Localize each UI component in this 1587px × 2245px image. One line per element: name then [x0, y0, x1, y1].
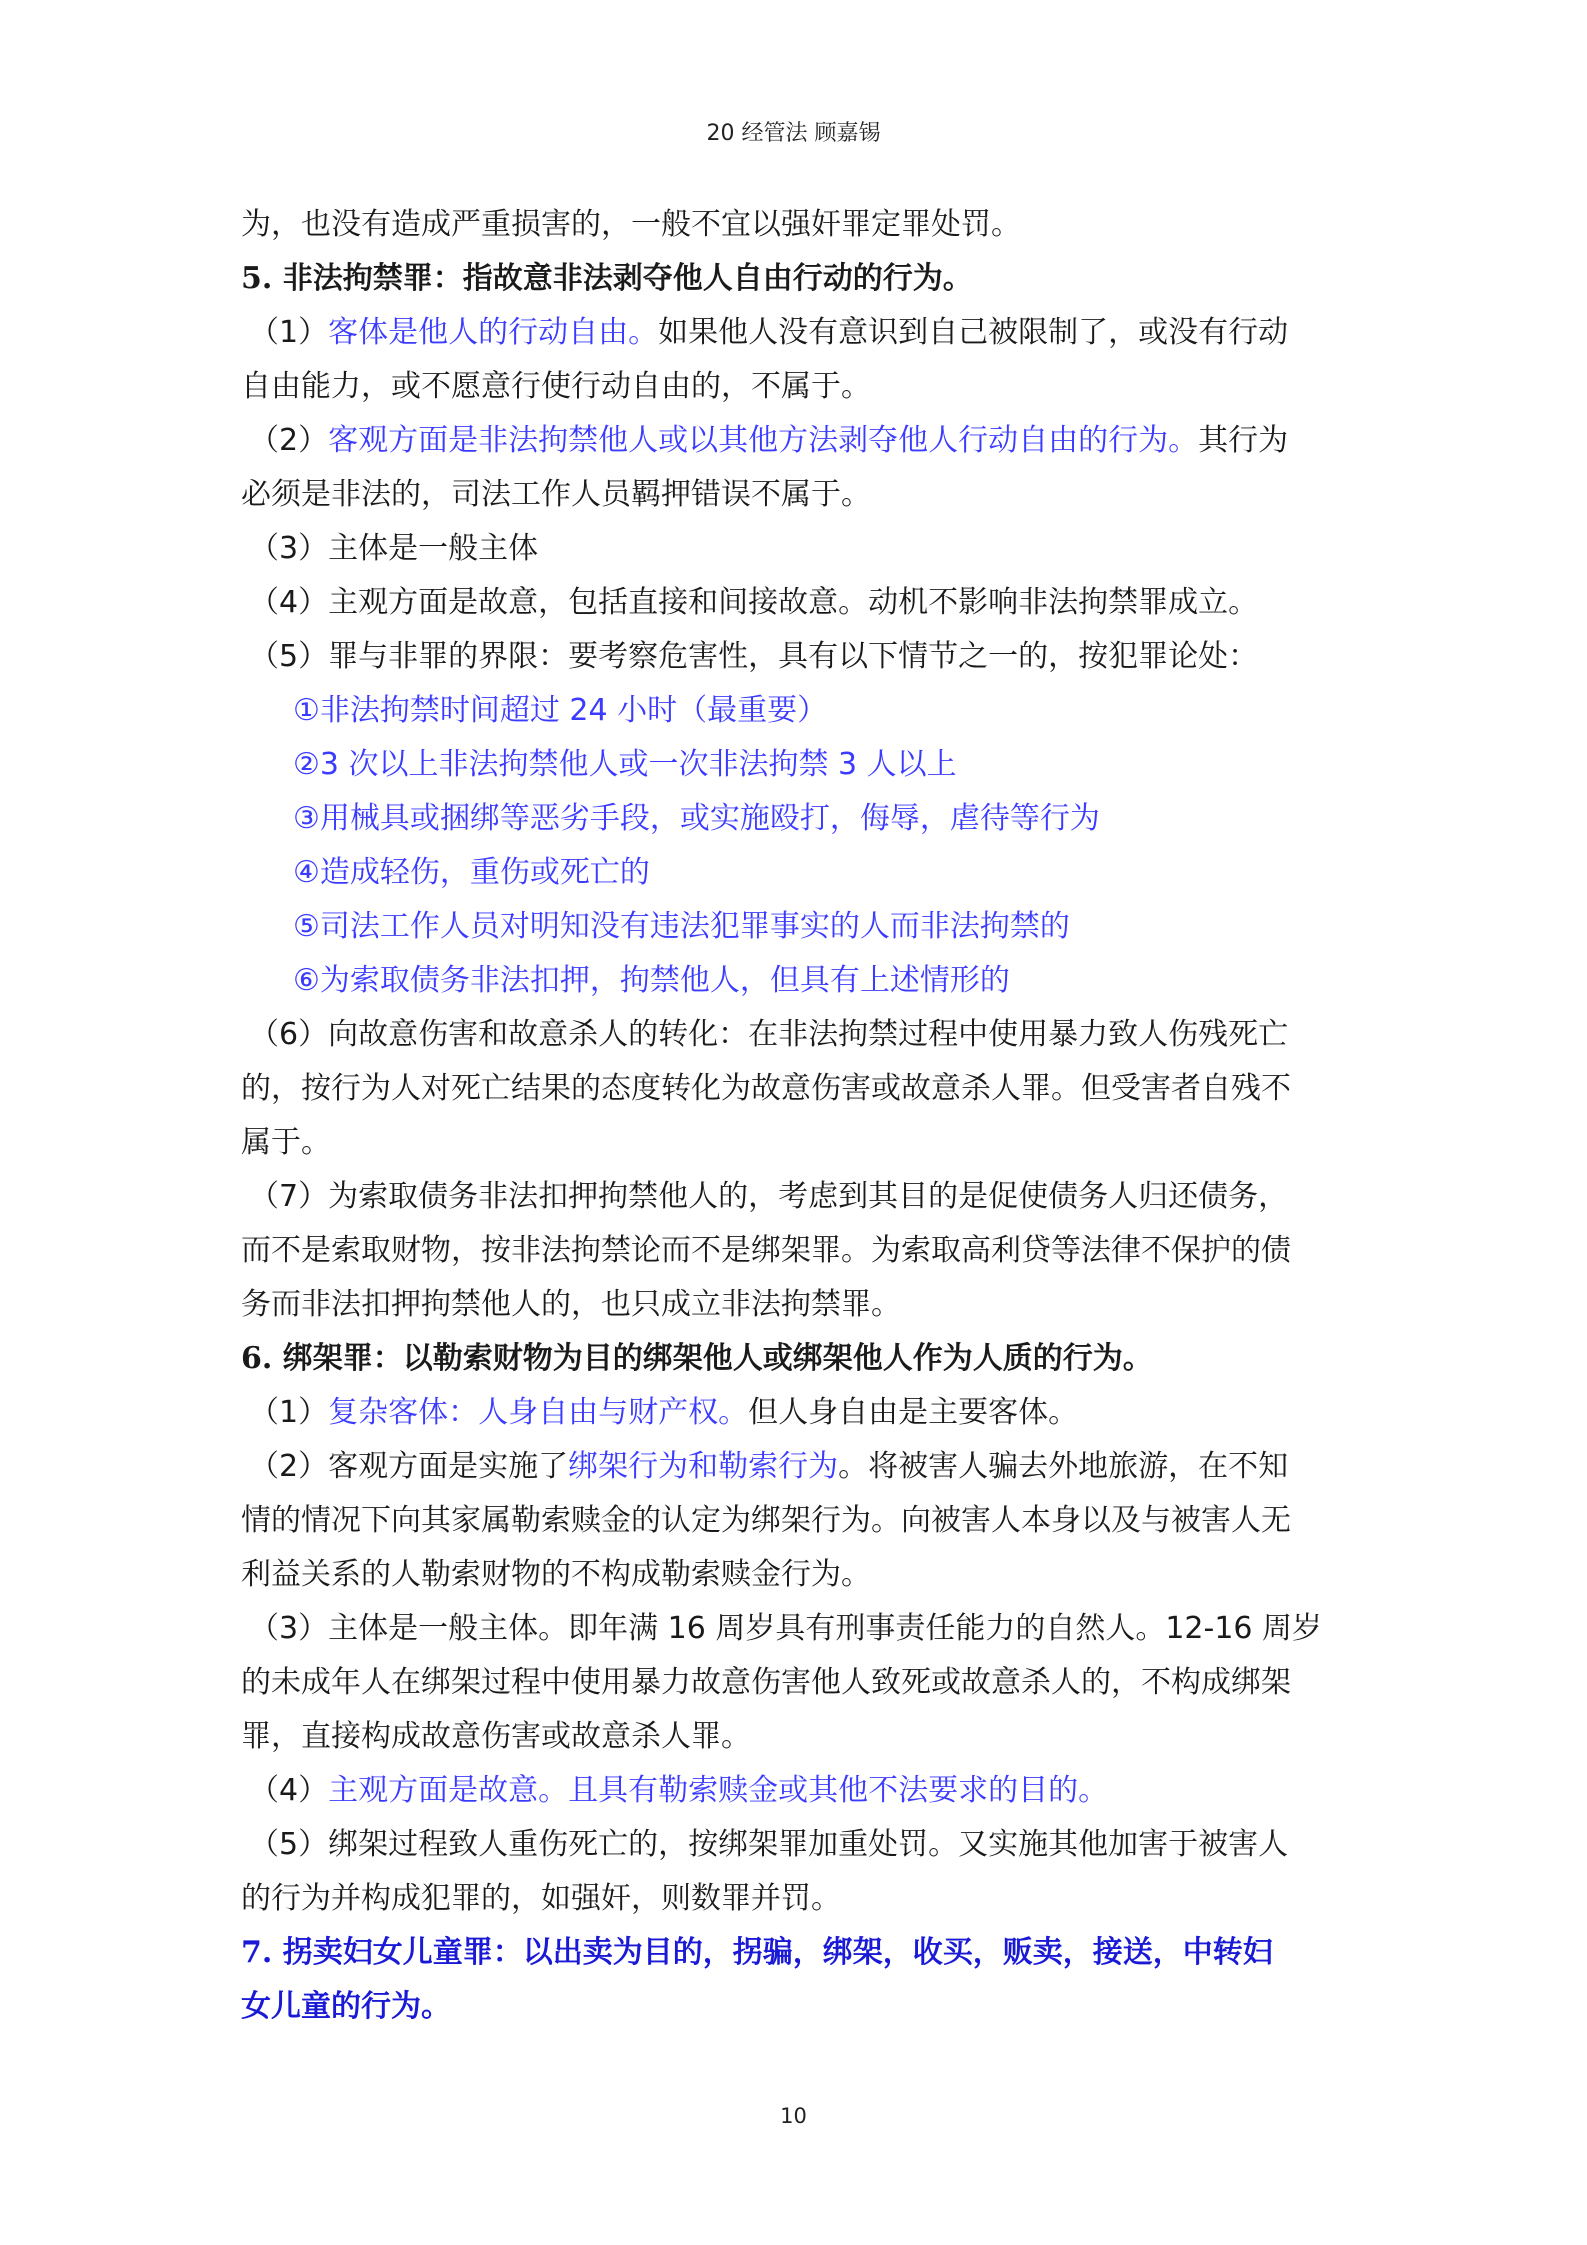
list-item: ④造成轻伤，重伤或死亡的: [293, 855, 650, 890]
text-line: 罪，直接构成故意伤害或故意杀人罪。: [241, 1719, 751, 1754]
document-body: [241, 198, 1356, 2034]
list-item: ①非法拘禁时间超过 24 小时（最重要）: [293, 693, 828, 728]
section-heading-6: 6. 绑架罪：以勒索财物为目的绑架他人或绑架他人作为人质的行为。: [241, 1341, 1153, 1376]
text-line: 而不是索取财物，按非法拘禁论而不是绑架罪。为索取高利贷等法律不保护的债: [241, 1233, 1291, 1268]
text-line: （5）绑架过程致人重伤死亡的，按绑架罪加重处罚。又实施其他加害于被害人: [249, 1827, 1289, 1862]
text-line: 的未成年人在绑架过程中使用暴力故意伤害他人致死或故意杀人的，不构成绑架: [241, 1665, 1291, 1700]
text-line: （7）为索取债务非法扣押拘禁他人的，考虑到其目的是促使债务人归还债务，: [249, 1179, 1289, 1214]
list-item: ③用械具或捆绑等恶劣手段，或实施殴打，侮辱，虐待等行为: [293, 801, 1100, 836]
text-line: （1）复杂客体：人身自由与财产权。但人身自由是主要客体。: [249, 1395, 1079, 1430]
list-item: ⑥为索取债务非法扣押，拘禁他人，但具有上述情形的: [293, 963, 1010, 998]
text-line: （2）客观方面是实施了绑架行为和勒索行为。将被害人骗去外地旅游，在不知: [249, 1449, 1289, 1484]
text-line: （1）客体是他人的行动自由。如果他人没有意识到自己被限制了，或没有行动: [249, 315, 1289, 350]
text-line: （4）主观方面是故意。且具有勒索赎金或其他不法要求的目的。: [249, 1773, 1109, 1808]
section-heading-7-cont: 女儿童的行为。: [241, 1989, 451, 2024]
section-heading-7: 7. 拐卖妇女儿童罪：以出卖为目的，拐骗，绑架，收买，贩卖，接送，中转妇: [241, 1935, 1273, 1970]
text-line: （3）主体是一般主体。即年满 16 周岁具有刑事责任能力的自然人。12-16 周岁: [249, 1611, 1323, 1646]
text-line: 属于。: [241, 1125, 331, 1160]
section-heading-5: 5. 非法拘禁罪：指故意非法剥夺他人自由行动的行为。: [241, 261, 973, 296]
text-line: 为，也没有造成严重损害的，一般不宜以强奸罪定罪处罚。: [241, 207, 1021, 242]
text-line: 务而非法扣押拘禁他人的，也只成立非法拘禁罪。: [241, 1287, 901, 1322]
text-line: （5）罪与非罪的界限：要考察危害性，具有以下情节之一的，按犯罪论处：: [249, 639, 1259, 674]
text-line: （6）向故意伤害和故意杀人的转化：在非法拘禁过程中使用暴力致人伤残死亡: [249, 1017, 1289, 1052]
page-number: 10: [780, 2104, 807, 2128]
text-line: （2）客观方面是非法拘禁他人或以其他方法剥夺他人行动自由的行为。其行为: [249, 423, 1289, 458]
list-item: ②3 次以上非法拘禁他人或一次非法拘禁 3 人以上: [293, 747, 957, 782]
text-line: 利益关系的人勒索财物的不构成勒索赎金行为。: [241, 1557, 871, 1592]
text-line: 必须是非法的，司法工作人员羁押错误不属于。: [241, 477, 871, 512]
text-line: 自由能力，或不愿意行使行动自由的，不属于。: [241, 369, 871, 404]
page-header: 20 经管法 顾嘉锡: [706, 121, 881, 146]
text-line: 的，按行为人对死亡结果的态度转化为故意伤害或故意杀人罪。但受害者自残不: [241, 1071, 1291, 1106]
text-line: （3）主体是一般主体: [249, 531, 539, 566]
text-line: 情的情况下向其家属勒索赎金的认定为绑架行为。向被害人本身以及与被害人无: [241, 1503, 1291, 1538]
list-item: ⑤司法工作人员对明知没有违法犯罪事实的人而非法拘禁的: [293, 909, 1070, 944]
text-line: 的行为并构成犯罪的，如强奸，则数罪并罚。: [241, 1881, 841, 1916]
text-line: （4）主观方面是故意，包括直接和间接故意。动机不影响非法拘禁罪成立。: [249, 585, 1259, 620]
